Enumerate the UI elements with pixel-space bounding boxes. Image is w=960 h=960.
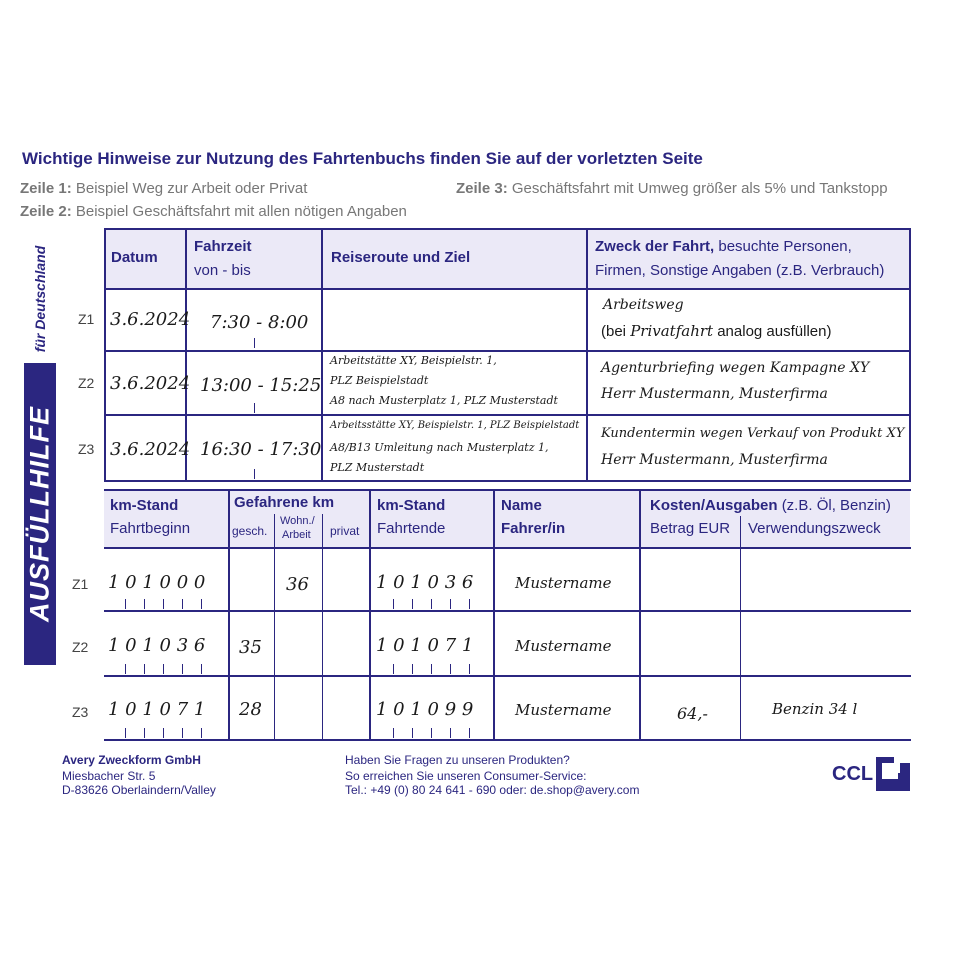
- legend-text-2: Beispiel Geschäftsfahrt mit allen nötigen Angaben: [75, 203, 407, 220]
- date-z1: 3.6.2024: [110, 309, 191, 330]
- country-label: für Deutschland: [32, 245, 48, 353]
- km-end-z2: 1 0 1 0 7 1: [376, 635, 474, 656]
- km-end-z1: 1 0 1 0 3 6: [376, 572, 474, 593]
- ccl-logo-text: CCL: [832, 763, 874, 785]
- header-zweck-rest: besuchte Personen,: [718, 238, 852, 255]
- header-verwendungszweck: Verwendungszweck: [748, 520, 881, 537]
- purpose-z1-b: Privatfahrt: [630, 322, 714, 340]
- header-fahrzeit: Fahrzeit: [194, 238, 252, 255]
- legend-text-3: Geschäftsfahrt mit Umweg größer als 5% und Tankstopp: [511, 180, 888, 197]
- header-gesch: gesch.: [232, 524, 268, 538]
- header-zweck-bold: Zweck der Fahrt,: [595, 238, 715, 255]
- km-start-z1: 1 0 1 0 0 0: [108, 572, 206, 593]
- purpose-z3-line2: Herr Mustermann, Musterfirma: [601, 452, 828, 468]
- header-fahrer: Fahrer/in: [501, 520, 566, 537]
- ccl-logo-mark-icon: [876, 757, 910, 791]
- row-label-z3: Z3: [78, 441, 95, 457]
- gesch-z2: 35: [239, 637, 262, 658]
- name-z3: Mustername: [515, 701, 612, 719]
- footer-city: D-83626 Oberlaindern/Valley: [62, 783, 216, 797]
- row-label-z3: Z3: [72, 704, 89, 720]
- betrag-z3: 64,-: [677, 704, 708, 723]
- route-z2-line2: PLZ Beispielstadt: [330, 374, 429, 387]
- header-km-start: km-Stand: [110, 497, 179, 514]
- legend-key-3: Zeile 3:: [456, 180, 508, 197]
- purpose-z3-line1: Kundentermin wegen Verkauf von Produkt XY: [601, 426, 905, 441]
- purpose-z1-line2: [601, 322, 831, 340]
- footer-contact: Tel.: +49 (0) 80 24 641 - 690 oder: de.shop@avery.com: [345, 783, 640, 797]
- legend-key-1: Zeile 1:: [20, 180, 72, 197]
- header-datum: Datum: [111, 249, 158, 266]
- km-start-z3: 1 0 1 0 7 1: [108, 699, 206, 720]
- header-name: Name: [501, 497, 542, 514]
- header-kosten-rest: (z.B. Öl, Benzin): [781, 497, 891, 514]
- gesch-z3: 28: [239, 699, 262, 720]
- purpose-z2-line1: Agenturbriefing wegen Kampagne XY: [601, 360, 870, 376]
- row-label-z2: Z2: [72, 639, 89, 655]
- time-z3: 16:30 - 17:30: [200, 439, 322, 460]
- km-start-z2: 1 0 1 0 3 6: [108, 635, 206, 656]
- purpose-z1-a: (bei: [601, 323, 631, 340]
- name-z1: Mustername: [515, 574, 612, 592]
- header-zweck-line2: Firmen, Sonstige Angaben (z.B. Verbrauch): [595, 262, 885, 279]
- route-z2-line1: Arbeitstätte XY, Beispielstr. 1,: [330, 354, 497, 367]
- header-km-start-sub: Fahrtbeginn: [110, 520, 191, 537]
- row-label-z1: Z1: [78, 311, 95, 327]
- time-z1: 7:30 - 8:00: [210, 312, 309, 333]
- footer-company: Avery Zweckform GmbH: [62, 753, 201, 767]
- legend-key-2: Zeile 2:: [20, 203, 72, 220]
- header-km-end-sub: Fahrtende: [377, 520, 446, 537]
- name-z2: Mustername: [515, 637, 612, 655]
- route-z2-line3: A8 nach Musterplatz 1, PLZ Musterstadt: [330, 394, 558, 407]
- purpose-z1-line1: Arbeitsweg: [603, 297, 684, 313]
- header-fahrzeit-sub: von - bis: [194, 262, 251, 279]
- legend-text-1: Beispiel Weg zur Arbeit oder Privat: [75, 180, 308, 197]
- time-z2: 13:00 - 15:25: [200, 375, 322, 396]
- km-end-z3: 1 0 1 0 9 9: [376, 699, 474, 720]
- zweck-z3: Benzin 34 l: [772, 700, 858, 718]
- header-kosten-bold: Kosten/Ausgaben: [650, 497, 778, 514]
- header-privat: privat: [330, 524, 360, 538]
- date-z2: 3.6.2024: [110, 373, 191, 394]
- route-z3-line3: PLZ Musterstadt: [330, 461, 425, 474]
- route-z3-line1: Arbeitsstätte XY, Beispielstr. 1, PLZ Beispielstadt: [330, 420, 580, 431]
- footer-question-2: So erreichen Sie unseren Consumer-Service:: [345, 769, 587, 783]
- ausfuellhilfe-banner: AUSFÜLLHILFE: [24, 363, 56, 665]
- date-z3: 3.6.2024: [110, 439, 191, 460]
- route-z3-line2: A8/B13 Umleitung nach Musterplatz 1,: [330, 441, 549, 454]
- purpose-z2-line2: Herr Mustermann, Musterfirma: [601, 386, 828, 402]
- wohn-z1: 36: [286, 574, 309, 595]
- header-betrag: Betrag EUR: [650, 520, 731, 537]
- legend-zeile-3: [456, 180, 888, 197]
- footer-street: Miesbacher Str. 5: [62, 769, 156, 783]
- header-gefahren: Gefahrene km: [234, 494, 335, 511]
- legend-zeile-1: [20, 180, 307, 197]
- row-label-z1: Z1: [72, 576, 89, 592]
- header-wohn: Wohn./: [280, 515, 315, 527]
- footer-question-1: Haben Sie Fragen zu unseren Produkten?: [345, 753, 570, 767]
- page-title: Wichtige Hinweise zur Nutzung des Fahrtenbuchs finden Sie auf der vorletzten Seite: [22, 149, 703, 168]
- header-zweck: [595, 238, 852, 255]
- header-km-end: km-Stand: [377, 497, 446, 514]
- header-kosten: [650, 497, 891, 514]
- legend-zeile-2: [20, 203, 407, 220]
- purpose-z1-c: analog ausfüllen): [713, 323, 832, 340]
- row-label-z2: Z2: [78, 375, 95, 391]
- header-route: Reiseroute und Ziel: [331, 249, 471, 266]
- header-arbeit: Arbeit: [282, 529, 311, 541]
